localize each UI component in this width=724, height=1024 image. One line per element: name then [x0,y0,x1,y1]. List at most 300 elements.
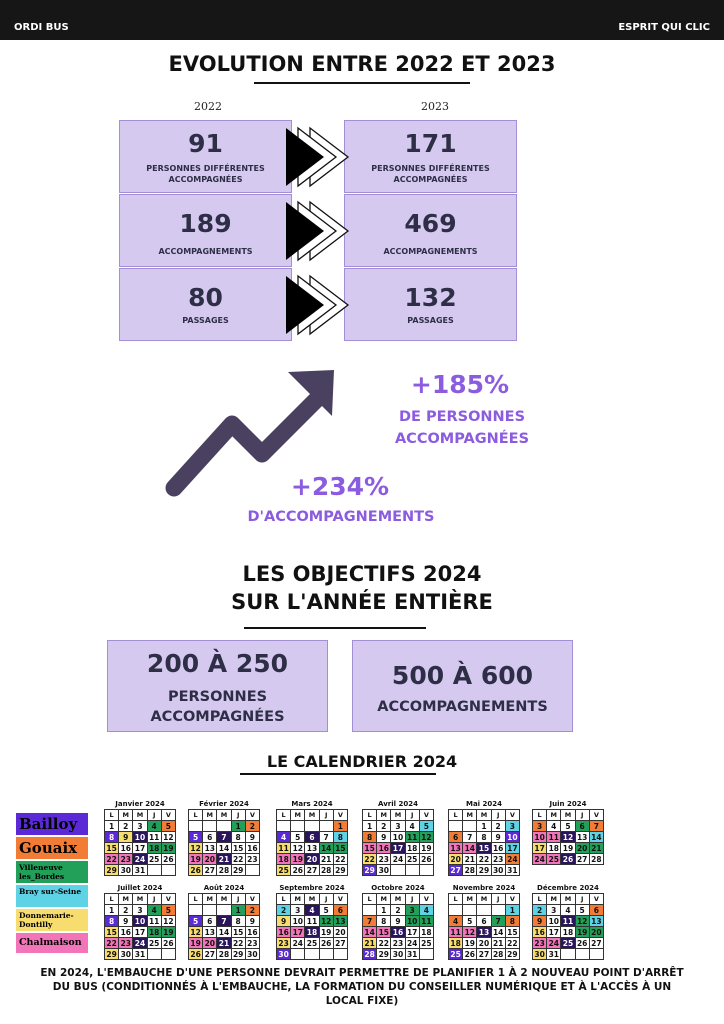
day-cell: 15 [106,927,117,937]
day-cell: 22 [507,938,518,948]
day-cell [463,821,477,832]
day-cell: 17 [392,843,404,853]
day-cell: 2 [245,821,259,832]
weekday-header: L [277,894,291,905]
day-cell: 28 [464,865,475,875]
day-cell [245,865,259,876]
day-cell: 12 [292,843,303,853]
day-cell: 26 [464,949,475,959]
forward-arrows-icon [284,126,354,188]
weekday-header: V [505,894,519,905]
day-cell: 30 [492,865,504,875]
day-cell: 12 [464,927,475,937]
day-cell: 14 [320,843,332,853]
day-cell: 24 [134,854,146,864]
day-cell: 1 [333,821,347,832]
day-cell: 15 [106,843,117,853]
day-cell: 1 [105,905,119,916]
day-cell: 6 [333,905,347,916]
day-cell: 10 [507,832,518,842]
day-cell: 27 [204,865,215,875]
day-cell: 16 [492,843,504,853]
day-cell: 25 [406,854,418,864]
day-cell [305,821,319,832]
stat-value: 91 [188,129,223,158]
day-cell: 26 [292,865,303,875]
weekday-header: L [105,810,119,821]
forward-arrows-icon [284,274,354,336]
day-cell [291,949,305,960]
weekday-header: L [277,810,291,821]
weekday-header: V [245,810,259,821]
day-cell: 15 [378,927,389,937]
month-calendar [188,884,260,960]
day-cell: 2 [391,905,405,916]
day-cell: 30 [278,949,289,959]
forward-arrows-icon [284,200,354,262]
day-cell: 27 [204,949,215,959]
weekday-header: J [575,894,589,905]
day-cell [419,865,433,876]
weekday-header: J [319,810,333,821]
day-cell: 24 [534,854,545,864]
day-cell: 30 [120,865,131,875]
day-cell: 20 [576,843,588,853]
day-cell: 13 [335,916,346,926]
day-cell: 24 [507,854,518,864]
year-left: 2022 [194,100,222,113]
accompaniment-growth-label: D'ACCOMPAGNEMENTS [247,509,435,525]
weekday-header: J [147,810,161,821]
weekday-header: V [333,894,347,905]
day-cell: 11 [421,916,432,926]
weekday-header: J [575,810,589,821]
day-cell: 23 [247,938,258,948]
weekday-header: L [533,810,547,821]
day-cell [363,905,377,916]
day-cell: 10 [406,916,418,926]
day-cell: 2 [491,821,505,832]
day-cell: 22 [232,938,244,948]
month-name: Septembre 2024 [279,884,345,892]
day-cell: 20 [306,854,318,864]
day-cell: 18 [548,843,559,853]
day-cell: 19 [421,843,432,853]
day-cell: 10 [134,832,146,842]
day-cell: 7 [217,832,231,843]
day-cell: 18 [562,927,574,937]
day-cell [277,821,291,832]
day-cell: 3 [505,821,519,832]
day-cell: 27 [591,938,602,948]
day-cell: 16 [247,927,258,937]
stat-box-2023-passages [344,268,517,341]
month-calendar [276,884,348,960]
day-cell: 17 [507,843,518,853]
stat-label: PASSAGES [182,316,229,325]
month-calendar [188,800,260,876]
day-cell: 30 [247,949,258,959]
day-cell [147,949,161,960]
day-cell: 25 [421,938,432,948]
day-cell: 25 [548,854,559,864]
day-cell: 5 [561,821,575,832]
day-cell: 19 [190,938,201,948]
day-cell [217,905,231,916]
day-cell: 2 [245,905,259,916]
day-cell: 22 [378,938,389,948]
day-cell: 8 [333,832,347,843]
day-cell: 23 [378,854,389,864]
day-cell: 5 [419,821,433,832]
brand-left: ORDI BUS [14,22,69,33]
stat-label: ACCOMPAGNEMENTS [158,247,253,256]
day-cell: 10 [548,916,559,926]
day-cell: 12 [320,916,332,926]
month-calendar [362,884,434,960]
month-calendar [448,800,520,876]
stat-label: PERSONNES DIFFÉRENTES ACCOMPAGNÉES [146,164,265,184]
evolution-title: EVOLUTION ENTRE 2022 ET 2023 [168,52,556,76]
weekday-header: M [561,810,575,821]
objectives-title-line1: LES OBJECTIFS 2024 [242,562,482,586]
weekday-header: M [119,810,133,821]
day-cell: 29 [364,865,375,875]
accompaniment-growth-percent: +234% [290,472,390,501]
month-name: Octobre 2024 [371,884,425,892]
day-cell: 9 [377,832,391,843]
day-cell: 23 [534,938,545,948]
day-cell: 2 [377,821,391,832]
day-cell [391,865,405,876]
day-cell: 28 [364,949,375,959]
weekday-header: J [405,810,419,821]
month-table [532,893,604,960]
month-calendar [276,800,348,876]
day-cell: 22 [478,854,490,864]
day-cell: 25 [148,854,160,864]
day-cell: 10 [134,916,146,926]
day-cell: 1 [363,821,377,832]
day-cell: 28 [320,865,332,875]
objectives-underline [244,627,426,629]
day-cell: 27 [576,854,588,864]
legend-bray: Bray sur-Seine [16,885,88,907]
day-cell: 19 [562,843,574,853]
day-cell: 5 [161,821,175,832]
day-cell: 9 [533,916,547,927]
people-growth-label: DE PERSONNES ACCOMPAGNÉES [394,409,530,447]
day-cell: 25 [562,938,574,948]
day-cell: 10 [534,832,545,842]
day-cell: 4 [305,905,319,916]
objective-value: 200 À 250 [146,649,289,678]
stat-box-2022-passages [119,268,292,341]
legend-villeneuve: Villeneuve les_Bordes [16,861,88,883]
day-cell: 4 [561,905,575,916]
day-cell: 7 [589,821,603,832]
day-cell: 12 [576,916,588,926]
day-cell: 30 [534,949,545,959]
day-cell: 4 [147,821,161,832]
weekday-header: V [589,810,603,821]
weekday-header: J [231,810,245,821]
day-cell [491,905,505,916]
day-cell [189,905,203,916]
day-cell: 18 [450,938,461,948]
weekday-header: M [547,894,561,905]
day-cell: 16 [534,927,545,937]
objective-box-accompaniments [352,640,573,732]
weekday-header: V [419,810,433,821]
day-cell: 21 [591,843,602,853]
day-cell: 22 [232,854,244,864]
day-cell: 14 [492,927,504,937]
day-cell: 12 [190,843,201,853]
day-cell: 11 [148,832,160,842]
month-table [104,809,176,876]
day-cell: 4 [277,832,291,843]
weekday-header: M [477,810,491,821]
stat-value: 132 [404,283,457,312]
day-cell: 2 [119,905,133,916]
objectives-title-line2: SUR L'ANNÉE ENTIÈRE [231,590,493,614]
day-cell: 12 [163,832,174,842]
day-cell: 31 [134,949,146,959]
month-name: Décembre 2024 [537,884,599,892]
day-cell: 29 [335,865,346,875]
month-calendar [104,800,176,876]
day-cell: 27 [450,865,461,875]
day-cell: 11 [548,832,559,842]
day-cell: 23 [120,938,131,948]
day-cell: 20 [591,927,602,937]
day-cell: 22 [364,854,375,864]
day-cell: 26 [163,938,174,948]
weekday-header: M [463,894,477,905]
day-cell: 8 [105,916,119,927]
day-cell: 8 [105,832,119,843]
evolution-underline [254,82,470,84]
day-cell: 1 [505,905,519,916]
day-cell: 24 [392,854,404,864]
day-cell: 29 [106,865,117,875]
stat-box-2022-people [119,120,292,193]
day-cell: 25 [450,949,461,959]
day-cell: 15 [364,843,375,853]
objective-label: PERSONNES ACCOMPAGNÉES [150,689,285,725]
day-cell: 21 [218,938,230,948]
month-table [188,809,260,876]
day-cell: 31 [406,949,418,959]
day-cell: 16 [278,927,289,937]
day-cell: 13 [450,843,461,853]
day-cell: 5 [291,832,305,843]
day-cell: 15 [335,843,346,853]
day-cell: 16 [247,843,258,853]
legend-bailloy: Bailloy [16,813,88,835]
day-cell: 27 [306,865,318,875]
day-cell: 12 [562,832,574,842]
day-cell: 26 [190,949,201,959]
day-cell: 4 [449,916,463,927]
day-cell: 12 [163,916,174,926]
day-cell: 3 [547,905,561,916]
day-cell: 9 [119,916,133,927]
day-cell [161,865,175,876]
weekday-header: M [377,810,391,821]
day-cell: 2 [277,905,291,916]
people-growth-percent: +185% [410,370,510,399]
month-table [188,893,260,960]
stat-label: ACCOMPAGNEMENTS [383,247,478,256]
day-cell: 17 [134,927,146,937]
stat-value: 80 [188,283,223,312]
day-cell: 23 [392,938,404,948]
month-name: Mars 2024 [291,800,333,808]
day-cell: 14 [464,843,475,853]
day-cell: 3 [133,905,147,916]
day-cell: 16 [120,927,131,937]
objective-value: 500 À 600 [391,661,534,690]
month-table [104,893,176,960]
day-cell: 24 [548,938,559,948]
day-cell: 30 [378,865,389,875]
day-cell: 16 [378,843,389,853]
weekday-header: M [217,894,231,905]
month-table [362,809,434,876]
day-cell [463,905,477,916]
weekday-header: M [133,810,147,821]
weekday-header: J [147,894,161,905]
weekday-header: M [391,894,405,905]
day-cell: 20 [335,927,346,937]
month-name: Mai 2024 [465,800,502,808]
day-cell: 28 [218,949,230,959]
weekday-header: L [105,894,119,905]
weekday-header: L [449,894,463,905]
month-name: Juillet 2024 [117,884,163,892]
month-table [448,893,520,960]
day-cell: 29 [378,949,389,959]
weekday-header: V [245,894,259,905]
day-cell [203,821,217,832]
day-cell: 20 [204,854,215,864]
month-name: Juin 2024 [549,800,587,808]
day-cell: 7 [463,832,477,843]
weekday-header: L [363,894,377,905]
day-cell: 1 [231,905,245,916]
day-cell: 23 [492,854,504,864]
day-cell: 17 [134,843,146,853]
top-bar [0,0,724,40]
day-cell: 13 [591,916,602,926]
month-table [532,809,604,865]
brand-right: ESPRIT QUI CLIC [618,22,710,33]
day-cell: 5 [575,905,589,916]
day-cell: 22 [106,854,117,864]
day-cell: 18 [421,927,432,937]
day-cell: 22 [106,938,117,948]
day-cell: 31 [134,865,146,875]
day-cell [291,821,305,832]
legend-chalmaison: Chalmaison [16,933,88,953]
day-cell: 17 [406,927,418,937]
day-cell: 20 [204,938,215,948]
day-cell: 29 [106,949,117,959]
day-cell: 13 [306,843,318,853]
day-cell: 4 [405,821,419,832]
stat-value: 469 [404,209,457,238]
day-cell: 4 [547,821,561,832]
day-cell: 21 [492,938,504,948]
day-cell: 29 [507,949,518,959]
day-cell: 28 [492,949,504,959]
day-cell: 15 [232,843,244,853]
day-cell [589,949,603,960]
legend-gouaix: Gouaix [16,837,88,859]
month-table [362,893,434,960]
day-cell: 9 [245,832,259,843]
day-cell: 4 [147,905,161,916]
day-cell: 19 [464,938,475,948]
day-cell: 30 [120,949,131,959]
day-cell: 29 [478,865,490,875]
day-cell: 16 [120,843,131,853]
day-cell: 5 [189,832,203,843]
month-name: Août 2024 [203,884,245,892]
day-cell: 5 [463,916,477,927]
day-cell: 26 [421,854,432,864]
footer-note: EN 2024, L'EMBAUCHE D'UNE PERSONNE DEVRAIT PERMETTRE DE PLANIFIER 1 À 2 NOUVEAU POINT D'ARRÊT DU BUS (CONDITIONNÉS À L'EMBAUCHE, LA FORMATION DU CONSEILLER NUMÉRIQUE ET À L'ACCÈS À UN LOCAL FIXE) [40,967,684,1007]
day-cell: 14 [364,927,375,937]
day-cell: 10 [392,832,404,842]
weekday-header: M [291,894,305,905]
day-cell: 21 [364,938,375,948]
day-cell [575,949,589,960]
month-calendar [104,884,176,960]
weekday-header: M [477,894,491,905]
day-cell: 11 [148,916,160,926]
day-cell [477,905,491,916]
day-cell: 25 [148,938,160,948]
stat-value: 171 [404,129,457,158]
day-cell: 15 [478,843,490,853]
weekday-header: M [203,810,217,821]
day-cell: 23 [120,854,131,864]
day-cell [319,949,333,960]
day-cell: 1 [377,905,391,916]
month-name: Janvier 2024 [115,800,165,808]
day-cell: 11 [306,916,318,926]
stat-value: 189 [179,209,232,238]
day-cell: 5 [189,916,203,927]
day-cell: 3 [291,905,305,916]
day-cell: 19 [163,843,174,853]
day-cell: 22 [335,854,346,864]
day-cell: 28 [591,854,602,864]
day-cell: 11 [406,832,418,842]
day-cell: 2 [119,821,133,832]
day-cell: 18 [406,843,418,853]
day-cell: 8 [477,832,491,843]
day-cell: 12 [421,832,432,842]
weekday-header: M [133,894,147,905]
day-cell: 10 [292,916,303,926]
weekday-header: L [189,894,203,905]
day-cell: 12 [190,927,201,937]
month-calendar [532,800,604,865]
